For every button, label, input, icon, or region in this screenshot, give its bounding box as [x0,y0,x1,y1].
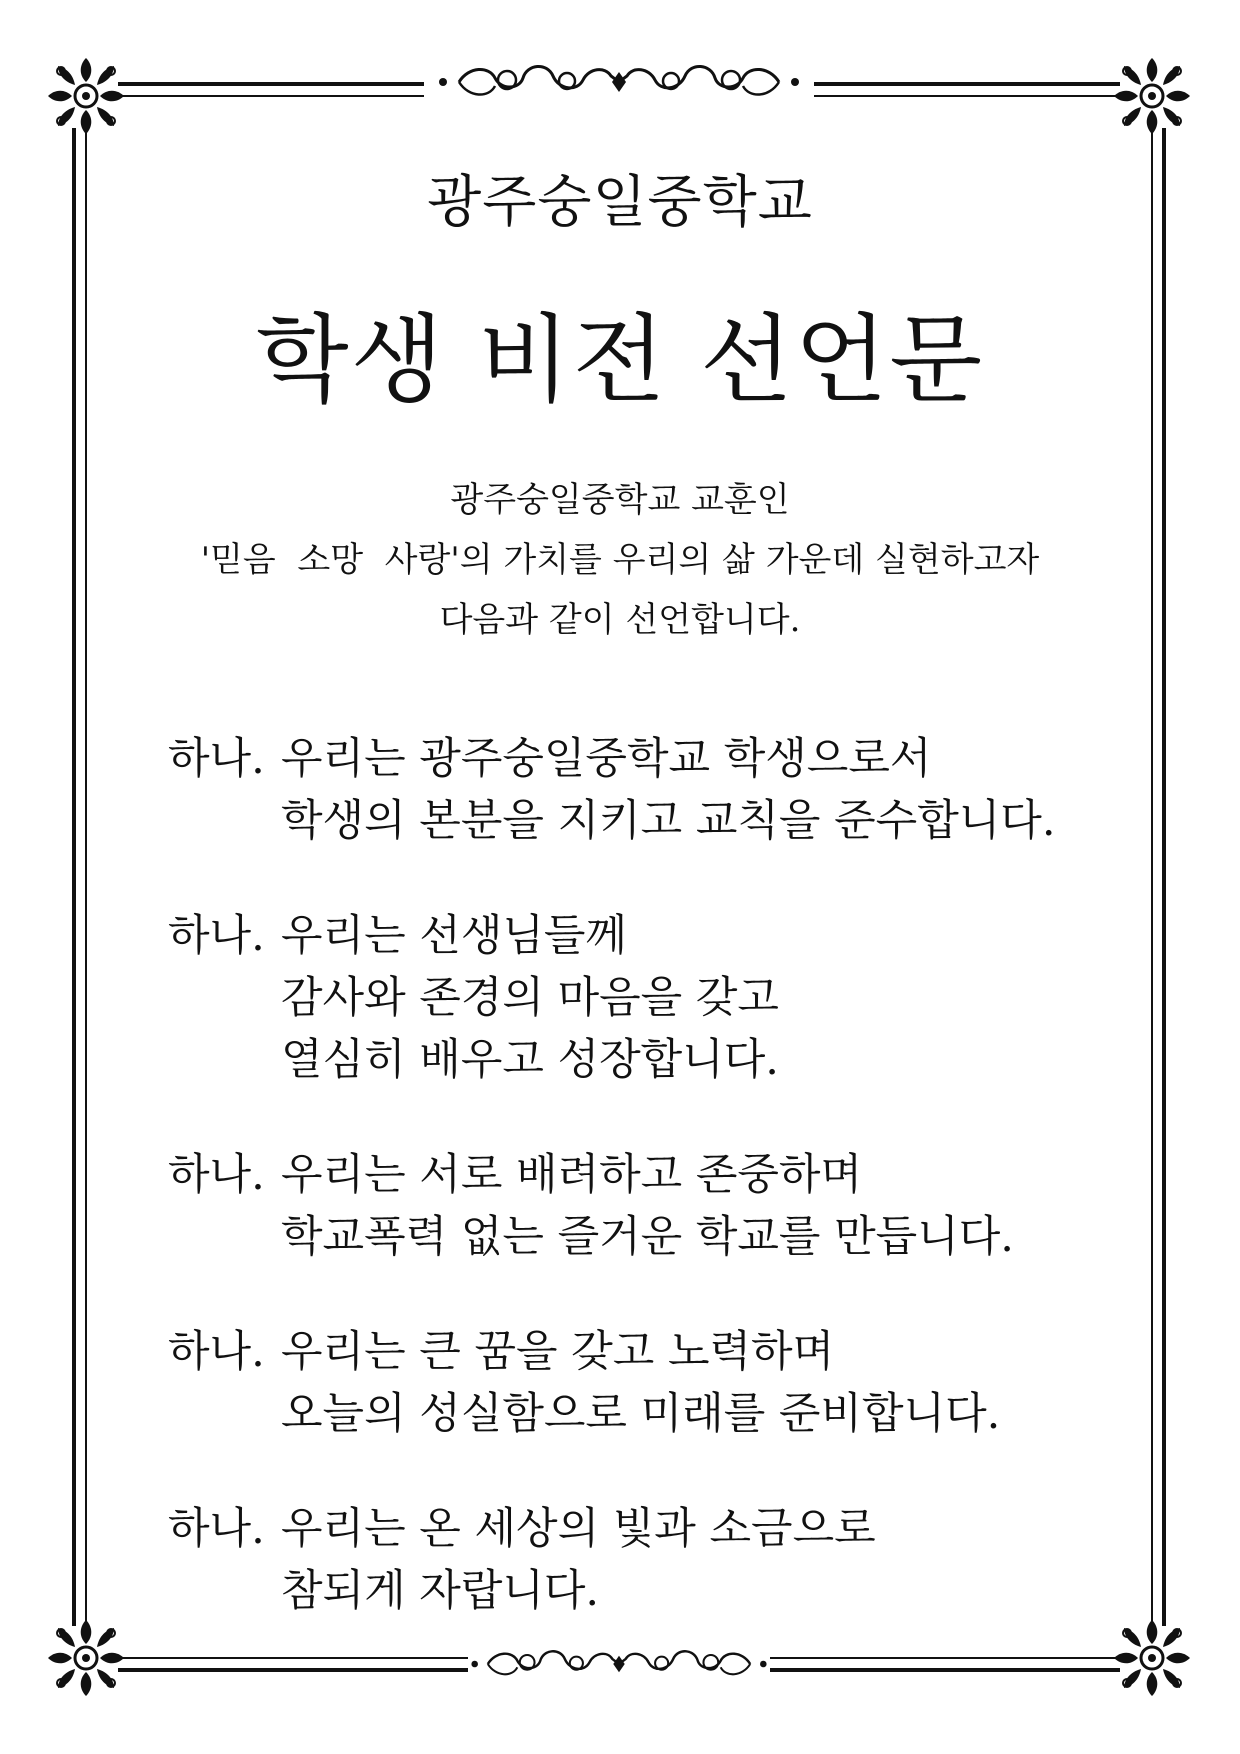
pledge-prefix: 하나. [168,1150,265,1200]
pledge-line-text: 참되게 자랍니다. [281,1566,600,1616]
pledge-line-text: 학교폭력 없는 즐거운 학교를 만듭니다. [281,1212,1014,1262]
pledge-line-text: 우리는 광주숭일중학교 학생으로서 [281,734,932,784]
intro-line: 광주숭일중학교 교훈인 [450,480,790,520]
pledge-item [168,905,1128,1091]
intro-line: 다음과 같이 선언합니다. [439,600,801,640]
pledge-line-text: 우리는 선생님들께 [281,911,627,961]
pledge-line-text: 우리는 서로 배려하고 존중하며 [281,1150,862,1200]
pledge-line-text: 우리는 온 세상의 빛과 소금으로 [281,1504,876,1554]
school-name: 광주숭일중학교 [427,170,813,235]
pledge-line-text: 우리는 큰 꿈을 갖고 노력하며 [281,1327,835,1377]
pledge-line-text: 오늘의 성실함으로 미래를 준비합니다. [281,1389,1001,1439]
pledge-item [168,1144,1128,1268]
pledge-line-text: 열심히 배우고 성장합니다. [281,1035,779,1085]
intro-line: '믿음 소망 사랑'의 가치를 우리의 삶 가운데 실현하고자 [200,540,1040,580]
pledge-item [168,1321,1128,1445]
pledge-prefix: 하나. [168,1504,265,1554]
pledge-item [168,728,1128,852]
pledge-line-text: 감사와 존경의 마음을 갖고 [281,973,779,1023]
pledge-list [168,728,1128,1675]
pledge-line-text: 학생의 본분을 지키고 교칙을 준수합니다. [281,796,1056,846]
document-title: 학생 비전 선언문 [255,304,985,416]
intro-paragraph [0,470,1240,650]
pledge-item [168,1498,1128,1622]
pledge-prefix: 하나. [168,734,265,784]
pledge-prefix: 하나. [168,1327,265,1377]
pledge-prefix: 하나. [168,911,265,961]
